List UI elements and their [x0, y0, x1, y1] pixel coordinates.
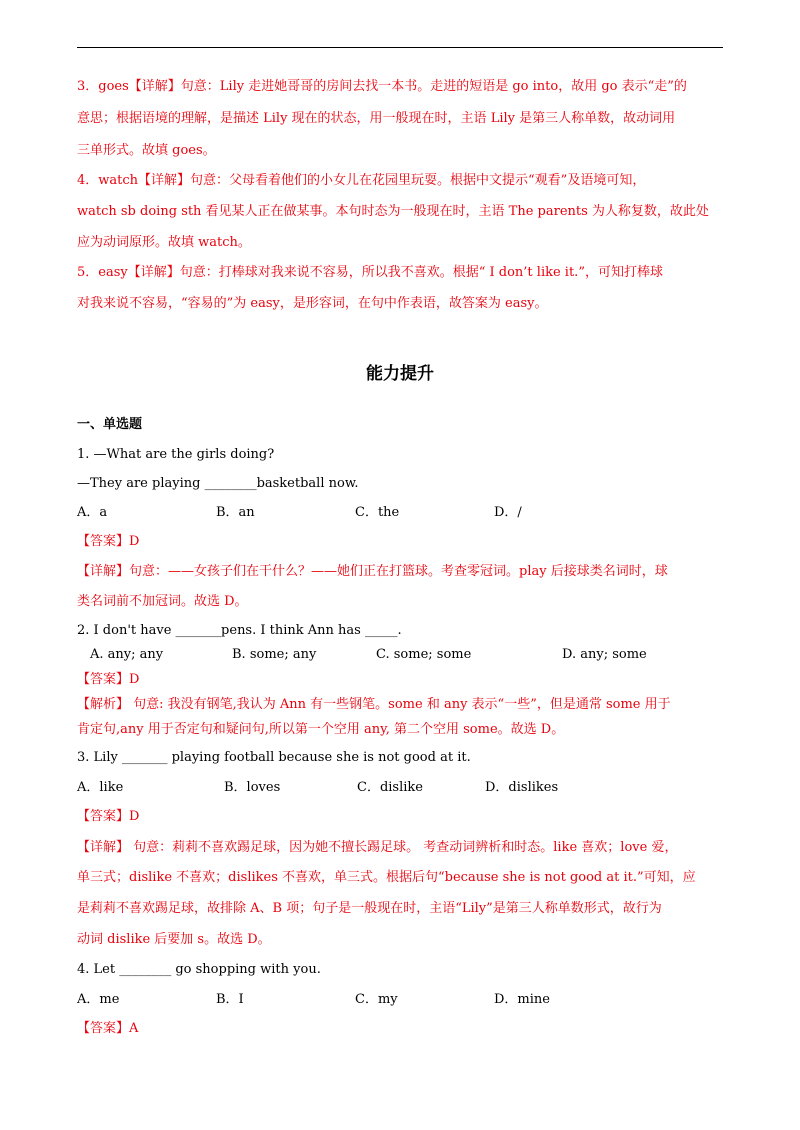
q3-answer: 【答案】D [77, 809, 140, 824]
header-rule [77, 47, 723, 48]
q3-stem: 3. Lily _______ playing football because she is not good at it. [77, 750, 471, 765]
q1-stem-2: —They are playing ________basketball now. [77, 476, 359, 491]
q3-explain-4: 动词 dislike 后要加 s。故选 D。 [77, 932, 271, 947]
q2-explain-2: 肯定句,any 用于否定句和疑问句,所以第一个空用 any, 第二个空用 some。故选 D。 [77, 722, 565, 737]
q3-option-d: D．dislikes [485, 780, 559, 795]
q1-option-a: A．a [77, 505, 108, 520]
q4-stem: 4. Let ________ go shopping with you. [77, 962, 321, 977]
q1-option-d: D．/ [494, 505, 522, 520]
q3-option-b: B．loves [224, 780, 281, 795]
q1-option-c: C．the [355, 505, 400, 520]
q2-explain-1: 【解析】 句意: 我没有钢笔,我认为 Ann 有一些钢笔。some 和 any 表示“一些”，但是通常 some 用于 [77, 697, 671, 712]
answer-4-line-3: 应为动词原形。故填 watch。 [77, 235, 251, 250]
answer-4-line-2: watch sb doing sth 看见某人正在做某事。本句时态为一般现在时，主语 The parents 为人称复数，故此处 [77, 204, 709, 219]
answer-3-line-2: 意思；根据语境的理解，是描述 Lily 现在的状态，用一般现在时，主语 Lily 是第三人称单数，故动词用 [77, 111, 676, 126]
q2-option-b: B. some; any [232, 647, 317, 662]
q1-answer: 【答案】D [77, 534, 140, 549]
q3-explain-3: 是莉莉不喜欢踢足球，故排除 A、B 项；句子是一般现在时，主语“Lily”是第三人称单数形式，故行为 [77, 901, 662, 916]
q1-option-b: B．an [216, 505, 255, 520]
q3-option-c: C．dislike [357, 780, 423, 795]
q4-answer: 【答案】A [77, 1021, 139, 1036]
answer-5-line-2: 对我来说不容易，“容易的”为 easy，是形容词，在句中作表语，故答案为 easy。 [77, 296, 548, 311]
q4-option-b: B．I [216, 992, 244, 1007]
q2-stem: 2. I don't have _______pens. I think Ann has _____. [77, 623, 402, 638]
q4-option-d: D．mine [494, 992, 550, 1007]
q4-option-c: C．my [355, 992, 398, 1007]
answer-4-line-1: 4．watch【详解】句意：父母看着他们的小女儿在花园里玩耍。根据中文提示“观看”及语境可知， [77, 173, 646, 188]
q2-answer: 【答案】D [77, 672, 140, 687]
q2-option-d: D. any; some [562, 647, 647, 662]
part-heading: 一、单选题 [77, 417, 143, 432]
q3-explain-1: 【详解】 句意：莉莉不喜欢踢足球，因为她不擅长踢足球。 考查动词辨析和时态。like 喜欢；love 爱， [77, 840, 678, 855]
answer-3-line-3: 三单形式。故填 goes。 [77, 143, 216, 158]
q3-option-a: A．like [77, 780, 124, 795]
answer-5-line-1: 5．easy【详解】句意：打棒球对我来说不容易，所以我不喜欢。根据“ I don’t like it.”，可知打棒球 [77, 265, 663, 280]
q3-explain-2: 单三式；dislike 不喜欢；dislikes 不喜欢，单三式。根据后句“because she is not good at it.”可知，应 [77, 870, 696, 885]
q2-option-a: A. any; any [90, 647, 164, 662]
q4-option-a: A．me [77, 992, 120, 1007]
section-title: 能力提升 [366, 364, 434, 384]
q1-explain-2: 类名词前不加冠词。故选 D。 [77, 594, 248, 609]
q2-option-c: C. some; some [376, 647, 472, 662]
q1-stem-1: 1. —What are the girls doing? [77, 447, 275, 462]
q1-explain-1: 【详解】句意：——女孩子们在干什么？——她们正在打篮球。考查零冠词。play 后接球类名词时，球 [77, 564, 668, 579]
answer-3-line-1: 3．goes【详解】句意：Lily 走进她哥哥的房间去找一本书。走进的短语是 go into，故用 go 表示“走”的 [77, 79, 687, 94]
